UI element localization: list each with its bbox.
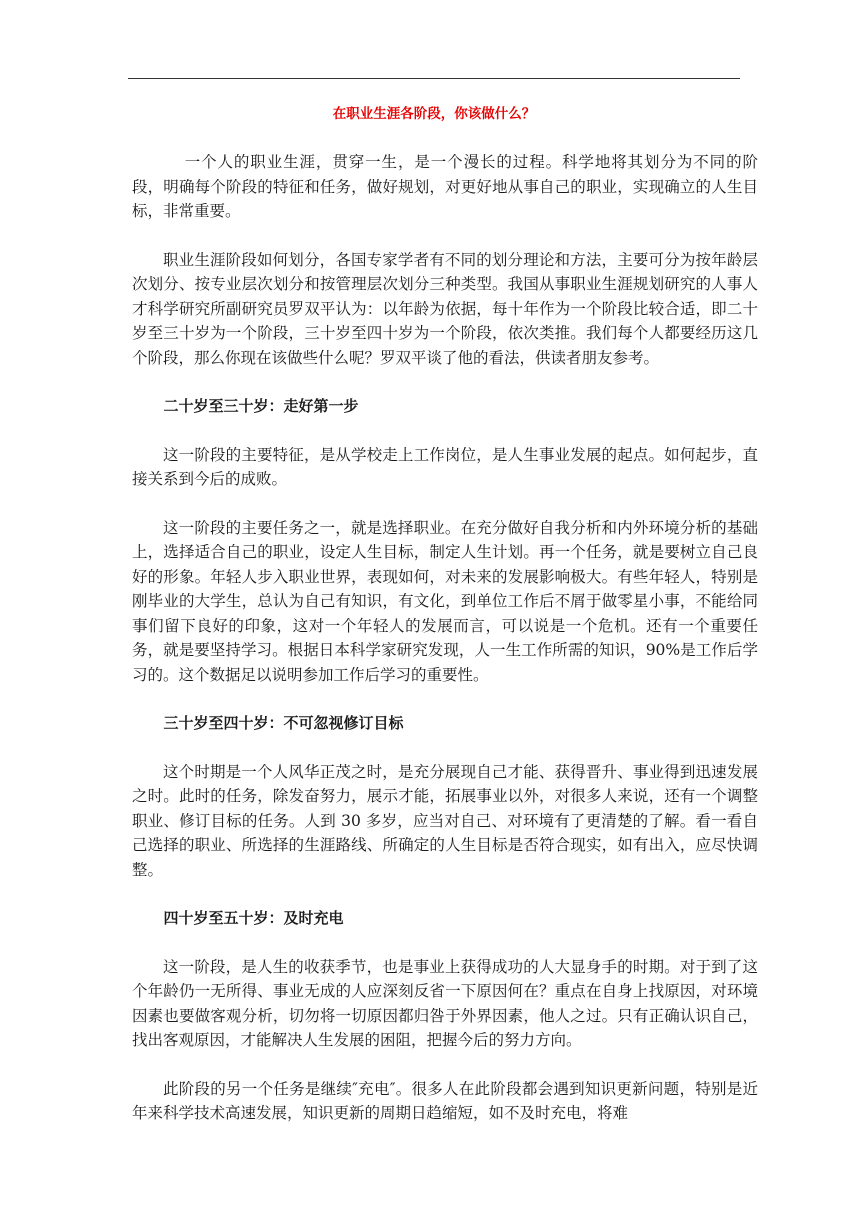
section-heading: 四十岁至五十岁：及时充电 <box>163 909 344 927</box>
paragraph: 职业生涯阶段如何划分，各国专家学者有不同的划分理论和方法，主要可分为按年龄层次划分、按专业层次划分和按管理层次划分三种类型。我国从事职业生涯规划研究的人事人才科学研究所副研究员罗双平认为：以年龄为依据，每十年作为一个阶段比较合适，即二十岁至三十岁为一个阶段，三十岁至四十岁为一个阶段，依次类推。我们每个人都要经历这几个阶段，那么你现在该做些什么呢？罗双平谈了他的看法，供读者朋友参考。 <box>132 250 758 367</box>
paragraph: 这一阶段的主要特征，是从学校走上工作岗位，是人生事业发展的起点。如何起步，直接关系到今后的成败。 <box>132 445 758 488</box>
paragraph: 这个时期是一个人风华正茂之时，是充分展现自己才能、获得晋升、事业得到迅速发展之时。此时的任务，除发奋努力，展示才能，拓展事业以外，对很多人来说，还有一个调整职业、修订目标的任务。人到 30 多岁，应当对自己、对环境有了更清楚的了解。看一看自己选择的职业、所选择的生涯路线、所确定的人生目标是否符合现实，如有出入，应尽快调整。 <box>132 762 758 879</box>
paragraph: 这一阶段的主要任务之一，就是选择职业。在充分做好自我分析和内外环境分析的基础上，选择适合自己的职业，设定人生目标，制定人生计划。再一个任务，就是要树立自己良好的形象。年轻人步入职业世界，表现如何，对未来的发展影响极大。有些年轻人，特别是刚毕业的大学生，总认为自己有知识，有文化，到单位工作后不屑于做零星小事，不能给同事们留下良好的印象，这对一个年轻人的发展而言，可以说是一个危机。还有一个重要任务，就是要坚持学习。根据日本科学家研究发现，人一生工作所需的知识，90%是工作后学习的。这个数据足以说明参加工作后学习的重要性。 <box>132 518 758 684</box>
section-heading: 二十岁至三十岁：走好第一步 <box>163 397 359 415</box>
section-heading: 三十岁至四十岁：不可忽视修订目标 <box>163 714 404 732</box>
page-title: 在职业生涯各阶段，你该做什么？ <box>332 106 536 122</box>
header-rule <box>128 78 740 79</box>
document-body <box>132 150 758 1150</box>
paragraph: 这一阶段，是人生的收获季节，也是事业上获得成功的人大显身手的时期。对于到了这个年龄仍一无所得、事业无成的人应深刻反省一下原因何在？重点在自身上找原因，对环境因素也要做客观分析，切勿将一切原因都归咎于外界因素，他人之过。只有正确认识自己，找出客观原因，才能解决人生发展的困阻，把握今后的努力方向。 <box>132 957 758 1049</box>
paragraph: 此阶段的另一个任务是继续″充电″。很多人在此阶段都会遇到知识更新问题，特别是近年来科学技术高速发展，知识更新的周期日趋缩短，如不及时充电，将难 <box>132 1079 758 1122</box>
intro-paragraph: 一个人的职业生涯，贯穿一生，是一个漫长的过程。科学地将其划分为不同的阶段，明确每个阶段的特征和任务，做好规划，对更好地从事自己的职业，实现确立的人生目标，非常重要。 <box>132 153 758 220</box>
